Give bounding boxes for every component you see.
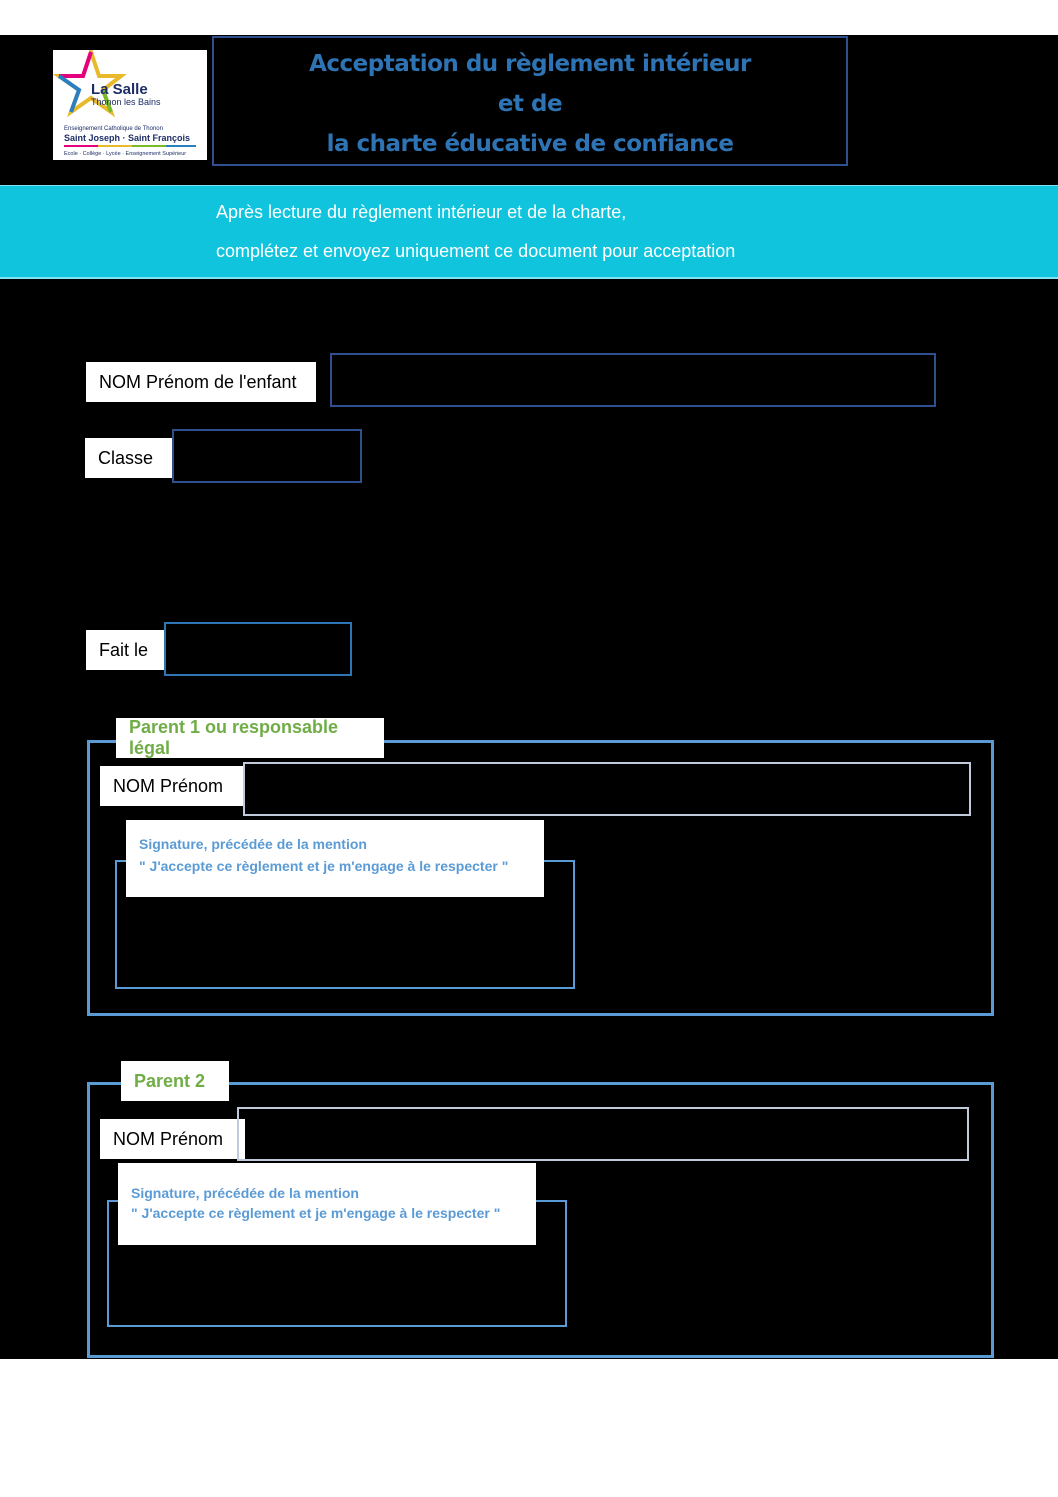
child-name-label: NOM Prénom de l'enfant [86,362,316,402]
logo-place: Thonon les Bains [91,97,161,107]
parent1-name-field[interactable] [243,762,971,816]
star-logo-icon [53,50,207,160]
title-line-1: Acceptation du règlement intérieur [309,51,751,77]
school-logo [53,50,207,160]
instruction-line-1: Après lecture du règlement intérieur et de la charte, [216,202,627,222]
parent2-name-label: NOM Prénom [100,1119,245,1159]
parent2-signature-line-1: Signature, précédée de la mention [131,1185,359,1201]
logo-levels: Ecole · Collège · Lycée · Enseignement Supérieur [64,151,187,157]
logo-subtitle: Enseignement Catholique de Thonon [64,126,163,132]
logo-schools: Saint Joseph · Saint François [64,133,191,143]
title-line-2: et de [497,91,563,117]
parent1-signature-line-2: " J'accepte ce règlement et je m'engage à le respecter " [139,858,509,874]
date-label: Fait le [86,630,164,670]
page-title [212,36,848,166]
parent1-name-label: NOM Prénom [100,766,245,806]
instruction-line-2: complétez et envoyez uniquement ce document pour acceptation [216,241,736,261]
parent2-legend: Parent 2 [121,1061,229,1101]
parent2-name-field[interactable] [237,1107,969,1161]
child-name-field[interactable] [330,353,936,407]
parent1-legend: Parent 1 ou responsable légal [116,718,384,758]
parent1-signature-note [126,820,544,897]
class-label: Classe [85,438,173,478]
logo-name: La Salle [91,81,148,98]
parent2-signature-note [118,1163,536,1245]
parent2-signature-line-2: " J'accepte ce règlement et je m'engage à le respecter " [131,1205,501,1221]
date-field[interactable] [164,622,352,676]
title-line-3: la charte éducative de confiance [326,131,734,157]
class-field[interactable] [172,429,362,483]
instruction-banner [0,185,1058,279]
parent1-signature-line-1: Signature, précédée de la mention [139,836,367,852]
